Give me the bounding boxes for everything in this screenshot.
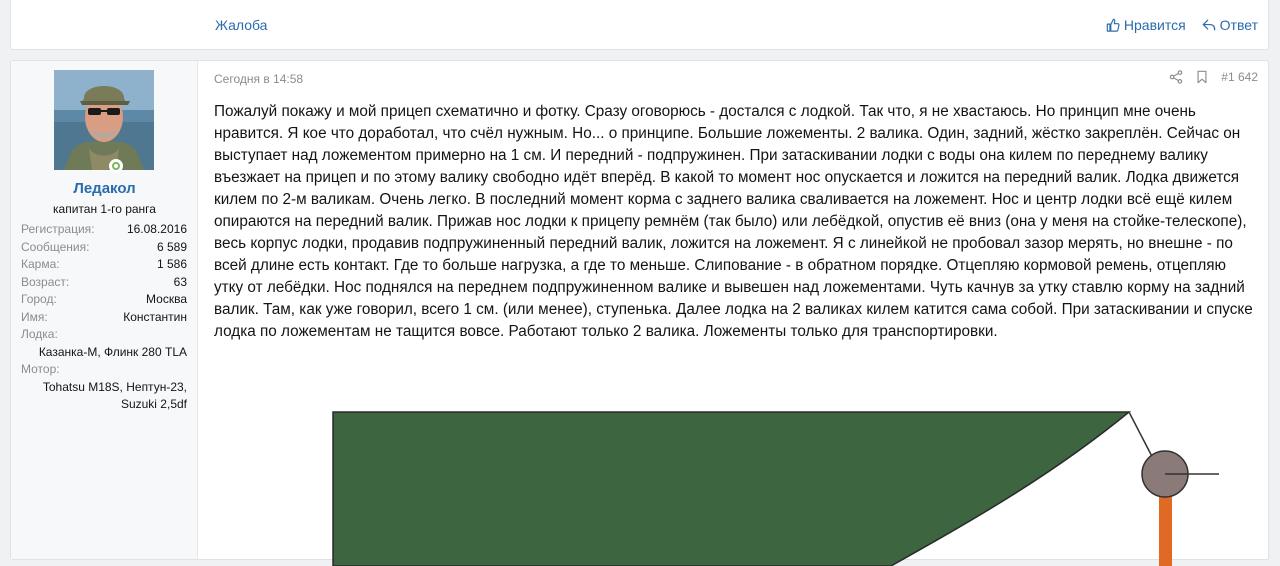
stat-name: Имя: Константин <box>21 309 187 324</box>
previous-post-footer <box>10 0 1269 50</box>
previous-post-actions <box>1106 17 1258 33</box>
stat-boat: Лодка: Казанка-М, Флинк 280 TLA <box>21 327 187 359</box>
complaint-link[interactable]: Жалоба <box>215 17 268 33</box>
stat-messages: Сообщения: 6 589 <box>21 239 187 254</box>
online-status-icon <box>109 159 123 173</box>
roller-post <box>1159 496 1172 566</box>
stat-registration: Регистрация: 16.08.2016 <box>21 222 187 236</box>
stat-karma: Карма: 1 586 <box>21 257 187 271</box>
stat-city: Город: Москва <box>21 292 187 306</box>
thumbs-up-icon <box>1106 18 1120 32</box>
post-date[interactable]: Сегодня в 14:58 <box>214 72 304 86</box>
post-text: Пожалуй покажу и мой прицеп схематично и фотку. Сразу оговорюсь - достался с лодкой. Так что, я не хвастаюсь. Но принцип мне очень нравится. Я кое что доработал, что счёл нужным. Но... о принципе. Большие ложементы. 2 валика. Один, задний, жёстко закреплён. Сейчас он выступает над ложементом примерно на 1 см. И передний - подпружинен. При затаскивании лодки с воды она килем по переднему валику въезжает на прицеп и по этому валику свободно идёт вперёд. В какой то момент нос опускается и ложится на передний валик. Лодка движется килем по 2-м валикам. Очень легко. В последний момент корма с заднего валика сваливается на ложемент. Нос и центр лодки всё ещё килем опираются на передний валик. Прижав нос лодки к прицепу ремнём (так было) или лебёдкой, опустив её вниз (она у меня на стойке-телескопе), весь корпус лодки, продавив подпружиненный передний валик, ложится на ложемент. Я с линейкой не пробовал зазор мерять, но внешне - по всей длине есть контакт. Где то больше нагрузка, а где то меньше. Слипование - в обратном порядке. Отцепляю кормовой ремень, отцепляю утку от лебёдки. Нос поднялся на переднем подпружиненном валике и вывешен над ложементами. Чуть качнув за утку ставлю корму на задний валик. Там, как уже говорил, всего 1 см. (или менее), ступенька. Далее лодка на 2 валиках килем катится сама собой. При затаскивании и спуске лодка по ложементам не тащится вовсе. Работают только 2 валика. Ложементы только для транспортировки. <box>214 103 1253 340</box>
reply-label: Ответ <box>1219 17 1258 33</box>
reply-icon <box>1202 18 1216 32</box>
reply-button[interactable] <box>1202 17 1258 33</box>
post-tools <box>1169 70 1258 84</box>
user-stats <box>21 221 187 414</box>
avatar[interactable] <box>54 70 154 170</box>
stat-motor: Мотор: Tohatsu M18S, Нептун-23, Suzuki 2,5df <box>21 362 187 411</box>
like-label: Нравится <box>1123 17 1186 33</box>
boat-hull-shape <box>333 412 1129 566</box>
like-button[interactable] <box>1106 17 1186 33</box>
share-icon[interactable] <box>1169 70 1183 84</box>
forum-post <box>10 60 1269 560</box>
bookmark-icon[interactable] <box>1195 70 1209 84</box>
user-title: капитан 1-го ранга <box>53 202 156 216</box>
username[interactable]: Ледакол <box>73 180 136 197</box>
trailer-diagram <box>331 406 1231 566</box>
user-info-column <box>11 61 198 559</box>
stat-age: Возраст: 63 <box>21 274 187 289</box>
post-number[interactable]: #1 642 <box>1221 70 1258 84</box>
